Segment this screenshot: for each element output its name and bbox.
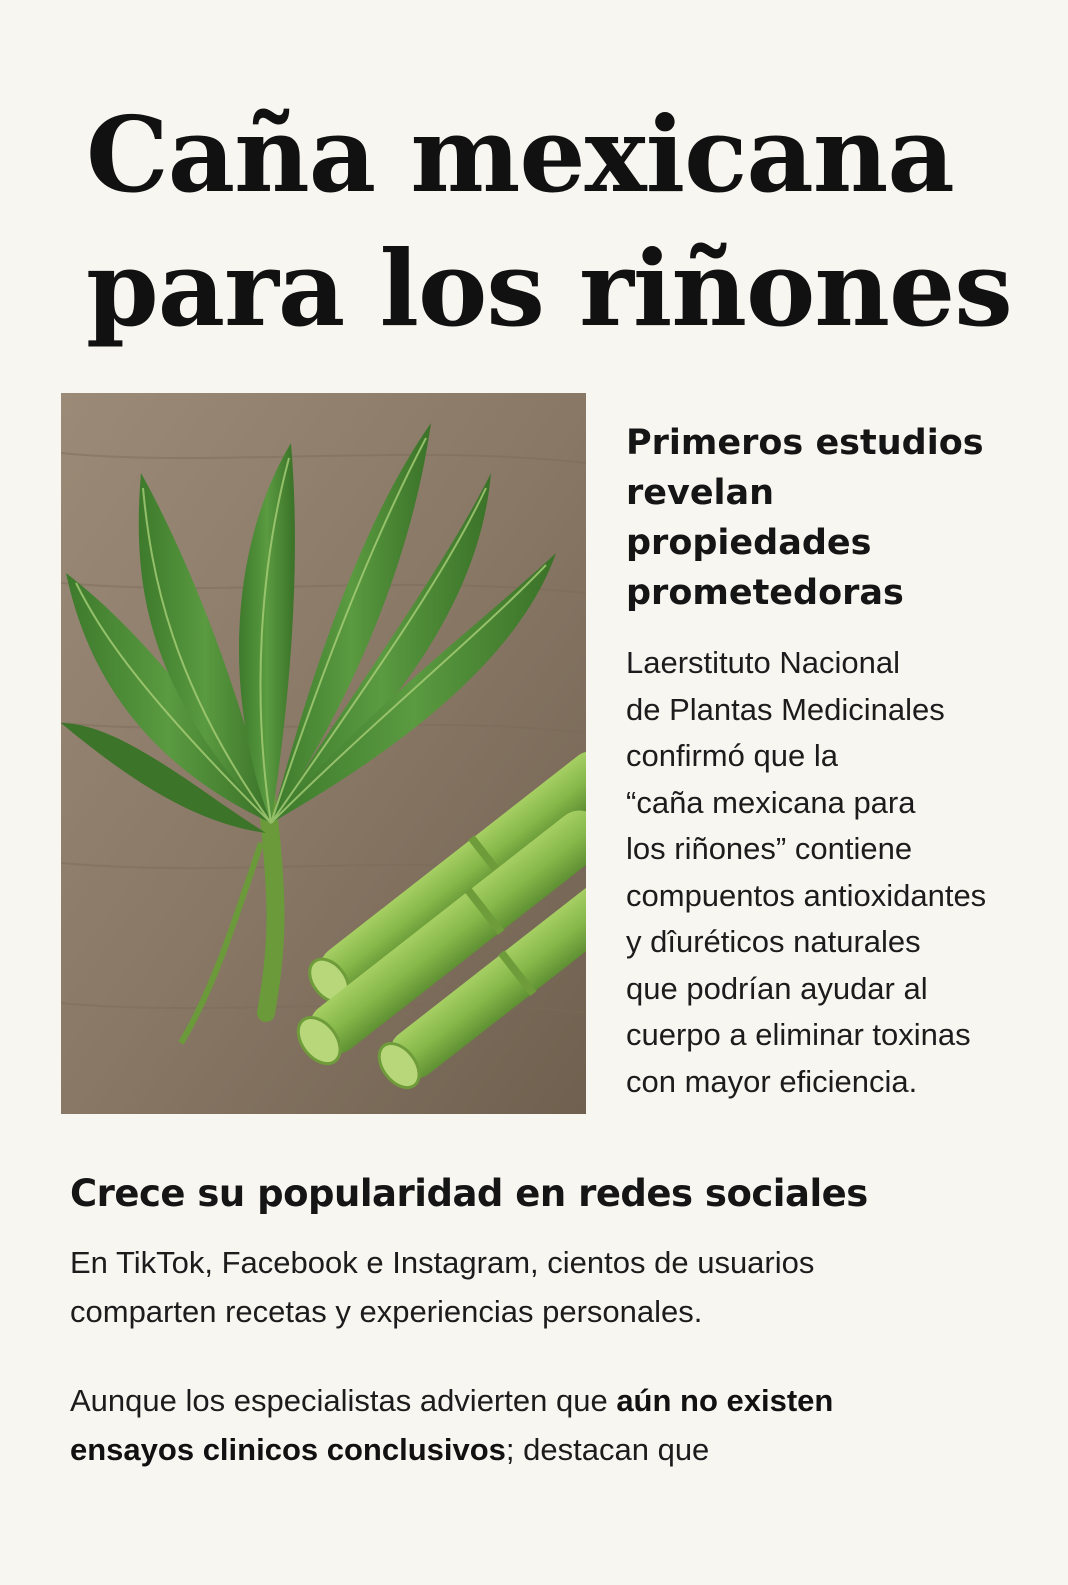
paragraph-2-emphasis: aún no existen	[616, 1383, 834, 1418]
sidebar-body-line: con mayor eficiencia.	[626, 1063, 918, 1099]
sidebar-body	[626, 640, 1046, 1105]
sidebar-body-line: de Plantas Medicinales	[626, 691, 945, 727]
sidebar-body-line: Laerstituto Nacional	[626, 645, 900, 680]
section-paragraph-1	[70, 1238, 1030, 1336]
cane-leaves-image	[61, 393, 586, 1114]
sidebar-column	[626, 418, 1046, 1105]
subhead-line-2: revelan	[626, 473, 775, 513]
section-heading: Crece su popularidad en redes sociales	[70, 1172, 868, 1215]
paragraph-2-emphasis: ensayos clinicos conclusivos	[70, 1432, 506, 1467]
sidebar-subhead	[626, 418, 1046, 618]
photo-illustration	[61, 393, 586, 1114]
sidebar-body-line: compuentos antioxidantes	[626, 877, 987, 913]
sidebar-body-line: confirmó que la	[626, 738, 838, 773]
title-line-2: para los riñones	[86, 227, 1012, 350]
paragraph-1-line-2: comparten recetas y experiencias personales.	[70, 1294, 703, 1329]
sidebar-body-line: que podrían ayudar al	[626, 970, 928, 1006]
sidebar-body-line: y dîuréticos naturales	[626, 924, 921, 959]
sidebar-body-line: los riñones” contiene	[626, 831, 913, 866]
subhead-line-1: Primeros estudios	[626, 423, 984, 463]
paragraph-2-text: Aunque los especialistas advierten que	[70, 1383, 617, 1418]
subhead-line-4: prometedoras	[626, 573, 904, 613]
sidebar-body-line: “caña mexicana para	[626, 784, 916, 820]
article-title	[86, 88, 1046, 356]
paragraph-1-line-1: En TikTok, Facebook e Instagram, cientos de usuarios	[70, 1245, 815, 1280]
paragraph-2-line-1	[70, 1376, 1030, 1425]
section-paragraph-2	[70, 1376, 1030, 1474]
paragraph-2-text: ; destacan que	[505, 1432, 710, 1467]
paragraph-2-line-2	[70, 1425, 1030, 1474]
subhead-line-3: propiedades	[626, 523, 872, 563]
sidebar-body-line: cuerpo a eliminar toxinas	[626, 1017, 971, 1052]
title-line-1: Caña mexicana	[86, 93, 954, 216]
social-section	[70, 1170, 1030, 1474]
